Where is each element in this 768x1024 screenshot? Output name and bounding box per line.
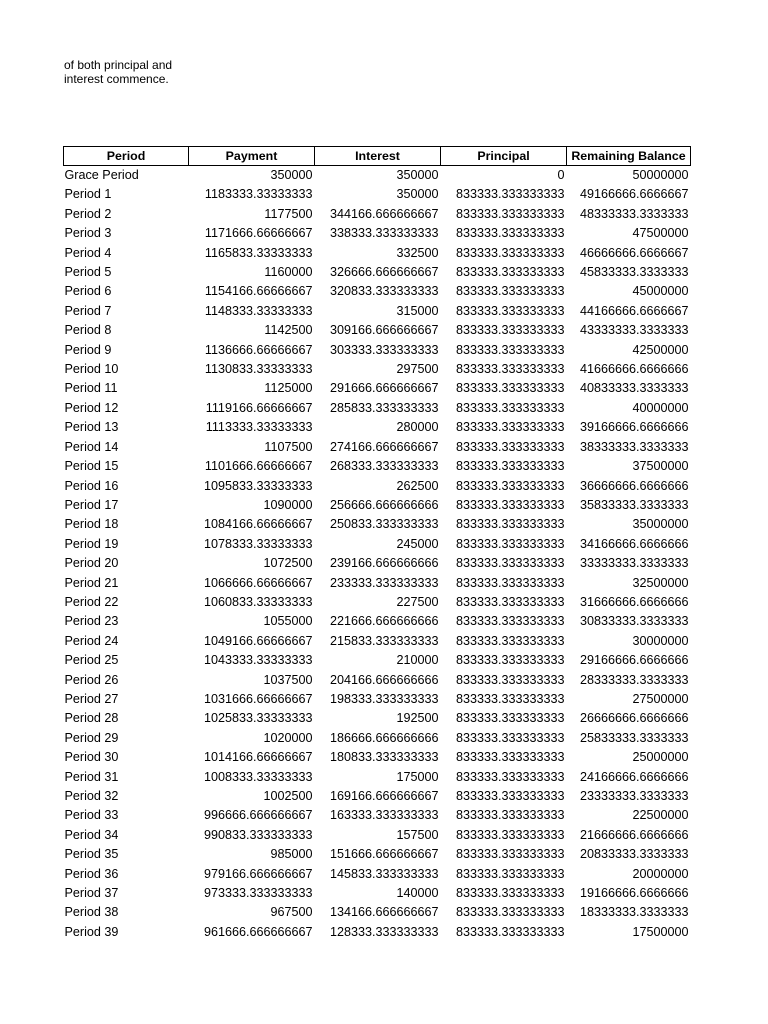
- cell-principal: 833333.333333333: [455, 323, 565, 338]
- cell-period: Period 36: [64, 866, 119, 881]
- table-row: [64, 865, 691, 884]
- cell-payment: 1130833.33333333: [204, 362, 313, 377]
- cell-interest: 128333.333333333: [329, 924, 439, 939]
- table-row: [64, 651, 691, 670]
- cell-remaining-balance: 25833333.3333333: [579, 730, 689, 745]
- cell-payment: 1066666.66666667: [203, 575, 313, 590]
- cell-principal: 833333.333333333: [455, 342, 565, 357]
- cell-period: Period 20: [64, 556, 119, 571]
- cell-remaining-balance: 37500000: [632, 459, 689, 474]
- cell-period: Period 3: [64, 226, 112, 241]
- cell-period: Period 2: [64, 206, 112, 221]
- table-row: [64, 612, 691, 631]
- cell-remaining-balance: 47500000: [632, 226, 689, 241]
- cell-payment: 985000: [270, 847, 313, 862]
- cell-interest: 291666.666666667: [329, 381, 439, 396]
- cell-period: Period 4: [64, 245, 112, 260]
- table-row: [64, 806, 691, 825]
- amortization-table: [63, 146, 691, 942]
- table-row: [64, 438, 691, 457]
- cell-period: Period 15: [64, 459, 119, 474]
- cell-principal: 833333.333333333: [455, 226, 565, 241]
- header-principal: Principal: [441, 147, 567, 166]
- cell-remaining-balance: 30833333.3333333: [579, 614, 689, 629]
- table-row: [64, 923, 691, 942]
- table-row: [64, 418, 691, 437]
- cell-interest: 285833.333333333: [329, 400, 439, 415]
- cell-interest: 326666.666666667: [329, 265, 439, 280]
- cell-payment: 1183333.33333333: [204, 187, 313, 202]
- cell-period: Period 17: [64, 497, 119, 512]
- cell-interest: 250833.333333333: [329, 517, 439, 532]
- cell-remaining-balance: 32500000: [632, 575, 689, 590]
- cell-principal: 833333.333333333: [455, 594, 565, 609]
- cell-period: Period 18: [64, 517, 119, 532]
- cell-payment: 1025833.33333333: [203, 711, 313, 726]
- cell-interest: 215833.333333333: [329, 633, 439, 648]
- cell-remaining-balance: 27500000: [632, 691, 689, 706]
- cell-principal: 833333.333333333: [455, 711, 565, 726]
- cell-remaining-balance: 20000000: [632, 866, 689, 881]
- cell-period: Period 8: [64, 323, 112, 338]
- cell-interest: 227500: [396, 594, 439, 609]
- cell-principal: 833333.333333333: [455, 362, 565, 377]
- cell-period: Period 11: [64, 381, 118, 396]
- cell-principal: 833333.333333333: [455, 245, 565, 260]
- cell-principal: 833333.333333333: [455, 556, 565, 571]
- cell-remaining-balance: 38333333.3333333: [579, 439, 689, 454]
- cell-principal: 833333.333333333: [455, 381, 565, 396]
- cell-remaining-balance: 20833333.3333333: [579, 847, 689, 862]
- cell-interest: 309166.666666667: [329, 323, 439, 338]
- cell-period: Period 21: [64, 575, 119, 590]
- cell-principal: 833333.333333333: [455, 400, 565, 415]
- cell-interest: 169166.666666667: [329, 789, 439, 803]
- cell-remaining-balance: 35000000: [632, 517, 689, 532]
- cell-interest: 186666.666666666: [329, 730, 439, 745]
- cell-interest: 280000: [396, 420, 439, 435]
- cell-interest: 274166.666666667: [329, 439, 439, 454]
- cell-interest: 198333.333333333: [329, 691, 439, 706]
- cell-remaining-balance: 21666666.6666666: [579, 827, 689, 842]
- table-row: [64, 884, 691, 903]
- cell-remaining-balance: 40000000: [632, 400, 689, 415]
- header-period: Period: [64, 147, 189, 166]
- cell-remaining-balance: 30000000: [632, 633, 689, 648]
- cell-period: Period 37: [64, 886, 119, 901]
- cell-principal: 833333.333333333: [455, 187, 565, 202]
- table-row: [64, 768, 691, 787]
- cell-principal: 833333.333333333: [455, 750, 565, 765]
- table-row: [64, 826, 691, 845]
- cell-principal: 833333.333333333: [455, 439, 565, 454]
- cell-principal: 833333.333333333: [455, 886, 565, 901]
- cell-interest: 344166.666666667: [329, 206, 439, 221]
- table-row: [64, 263, 691, 282]
- cell-payment: 1084166.66666667: [203, 517, 313, 532]
- cell-interest: 204166.666666666: [329, 672, 439, 687]
- header-interest: Interest: [315, 147, 441, 166]
- table-row: [64, 341, 691, 360]
- table-row: [64, 457, 691, 476]
- cell-principal: 833333.333333333: [455, 206, 565, 221]
- cell-payment: 1020000: [263, 730, 313, 745]
- cell-interest: 192500: [396, 711, 439, 726]
- cell-remaining-balance: 31666666.6666666: [579, 594, 689, 609]
- cell-payment: 1037500: [263, 672, 313, 687]
- cell-period: Period 19: [64, 536, 119, 551]
- cell-remaining-balance: 23333333.3333333: [579, 789, 689, 803]
- table-row: [64, 205, 691, 224]
- cell-interest: 239166.666666666: [329, 556, 439, 571]
- cell-principal: 833333.333333333: [455, 847, 565, 862]
- cell-remaining-balance: 42500000: [632, 342, 689, 357]
- cell-remaining-balance: 45000000: [632, 284, 689, 299]
- cell-principal: 833333.333333333: [455, 905, 565, 920]
- table-row: [64, 282, 691, 301]
- cell-principal: 833333.333333333: [455, 672, 565, 687]
- table-row: [64, 671, 691, 690]
- cell-remaining-balance: 17500000: [632, 924, 689, 939]
- table-row: [64, 399, 691, 418]
- cell-remaining-balance: 36666666.6666666: [579, 478, 689, 493]
- table-row: [64, 845, 691, 864]
- cell-payment: 1171666.66666667: [204, 226, 313, 241]
- cell-period: Period 30: [64, 750, 119, 765]
- cell-principal: 833333.333333333: [455, 575, 565, 590]
- cell-period: Period 28: [64, 711, 119, 726]
- cell-interest: 245000: [396, 536, 439, 551]
- table-row: [64, 379, 691, 398]
- cell-interest: 262500: [396, 478, 439, 493]
- cell-period: Period 33: [64, 808, 119, 823]
- intro-line-1: of both principal and: [64, 58, 173, 72]
- cell-interest: 350000: [396, 168, 439, 182]
- cell-payment: 996666.666666667: [203, 808, 313, 823]
- cell-remaining-balance: 46666666.6666667: [579, 245, 689, 260]
- cell-payment: 1154166.66666667: [204, 284, 313, 299]
- cell-period: Period 31: [64, 769, 119, 784]
- table-row: [64, 690, 691, 709]
- table-row: [64, 224, 691, 243]
- cell-period: Period 27: [64, 691, 119, 706]
- cell-period: Period 12: [64, 400, 119, 415]
- cell-payment: 1095833.33333333: [203, 478, 313, 493]
- cell-period: Period 35: [64, 847, 119, 862]
- cell-payment: 1002500: [263, 789, 313, 803]
- cell-remaining-balance: 19166666.6666666: [579, 886, 689, 901]
- cell-principal: 833333.333333333: [455, 769, 565, 784]
- table-row: [64, 360, 691, 379]
- cell-payment: 1165833.33333333: [204, 245, 313, 260]
- cell-principal: 833333.333333333: [455, 536, 565, 551]
- cell-remaining-balance: 33333333.3333333: [579, 556, 689, 571]
- cell-payment: 1142500: [264, 323, 313, 338]
- cell-period: Period 25: [64, 653, 119, 668]
- table-header-row: [64, 147, 691, 166]
- cell-payment: 961666.666666667: [203, 924, 313, 939]
- cell-payment: 990833.333333333: [203, 827, 313, 842]
- table-row: [64, 477, 691, 496]
- cell-period: Period 23: [64, 614, 119, 629]
- cell-principal: 833333.333333333: [455, 730, 565, 745]
- table-row: [64, 166, 691, 186]
- cell-principal: 833333.333333333: [455, 653, 565, 668]
- cell-principal: 833333.333333333: [455, 303, 565, 318]
- cell-principal: 833333.333333333: [455, 478, 565, 493]
- cell-remaining-balance: 43333333.3333333: [579, 323, 689, 338]
- table-row: [64, 574, 691, 593]
- cell-period: Period 1: [64, 187, 112, 202]
- cell-period: Period 24: [64, 633, 119, 648]
- cell-payment: 973333.333333333: [203, 886, 313, 901]
- cell-interest: 256666.666666666: [329, 497, 439, 512]
- cell-principal: 833333.333333333: [455, 827, 565, 842]
- cell-interest: 338333.333333333: [329, 226, 439, 241]
- table-row: [64, 535, 691, 554]
- cell-interest: 332500: [396, 245, 439, 260]
- cell-period: Period 22: [64, 594, 119, 609]
- cell-interest: 268333.333333333: [329, 459, 439, 474]
- cell-interest: 180833.333333333: [329, 750, 439, 765]
- cell-period: Period 38: [64, 905, 119, 920]
- cell-principal: 833333.333333333: [455, 866, 565, 881]
- cell-principal: 833333.333333333: [455, 789, 565, 803]
- cell-remaining-balance: 35833333.3333333: [579, 497, 689, 512]
- cell-period: Period 6: [64, 284, 112, 299]
- cell-interest: 163333.333333333: [329, 808, 439, 823]
- table-body: [64, 166, 691, 943]
- table-row: [64, 302, 691, 321]
- cell-remaining-balance: 40833333.3333333: [579, 381, 689, 396]
- cell-remaining-balance: 18333333.3333333: [579, 905, 689, 920]
- cell-payment: 1060833.33333333: [203, 594, 313, 609]
- cell-principal: 833333.333333333: [455, 497, 565, 512]
- cell-payment: 1043333.33333333: [203, 653, 313, 668]
- cell-interest: 145833.333333333: [329, 866, 439, 881]
- cell-remaining-balance: 22500000: [632, 808, 689, 823]
- cell-principal: 833333.333333333: [455, 614, 565, 629]
- intro-text: [64, 58, 172, 86]
- cell-principal: 833333.333333333: [455, 924, 565, 939]
- cell-payment: 1078333.33333333: [203, 536, 313, 551]
- cell-period: Period 26: [64, 672, 119, 687]
- cell-period: Grace Period: [64, 168, 139, 182]
- cell-remaining-balance: 48333333.3333333: [579, 206, 689, 221]
- cell-interest: 221666.666666666: [329, 614, 439, 629]
- cell-principal: 0: [557, 168, 565, 182]
- table-row: [64, 632, 691, 651]
- table-row: [64, 321, 691, 340]
- cell-interest: 233333.333333333: [329, 575, 439, 590]
- cell-payment: 1148333.33333333: [204, 303, 313, 318]
- cell-payment: 967500: [270, 905, 313, 920]
- table-row: [64, 593, 691, 612]
- cell-period: Period 14: [64, 439, 119, 454]
- cell-interest: 350000: [396, 187, 439, 202]
- cell-remaining-balance: 50000000: [632, 168, 689, 182]
- cell-payment: 1125000: [264, 381, 313, 396]
- cell-period: Period 32: [64, 789, 119, 803]
- table-row: [64, 903, 691, 922]
- cell-principal: 833333.333333333: [455, 517, 565, 532]
- header-remaining-balance: Remaining Balance: [567, 147, 691, 166]
- cell-principal: 833333.333333333: [455, 284, 565, 299]
- cell-period: Period 34: [64, 827, 119, 842]
- cell-period: Period 39: [64, 924, 119, 939]
- cell-period: Period 16: [64, 478, 119, 493]
- cell-principal: 833333.333333333: [455, 265, 565, 280]
- table-row: [64, 554, 691, 573]
- cell-remaining-balance: 25000000: [632, 750, 689, 765]
- cell-period: Period 10: [64, 362, 119, 377]
- cell-remaining-balance: 39166666.6666666: [579, 420, 689, 435]
- cell-payment: 1031666.66666667: [203, 691, 313, 706]
- header-payment: Payment: [189, 147, 315, 166]
- cell-payment: 979166.666666667: [203, 866, 313, 881]
- table-row: [64, 185, 691, 204]
- cell-interest: 134166.666666667: [329, 905, 439, 920]
- cell-principal: 833333.333333333: [455, 420, 565, 435]
- cell-interest: 315000: [396, 303, 439, 318]
- table-row: [64, 748, 691, 767]
- cell-remaining-balance: 45833333.3333333: [579, 265, 689, 280]
- cell-interest: 151666.666666667: [329, 847, 439, 862]
- cell-interest: 140000: [396, 886, 439, 901]
- cell-period: Period 13: [64, 420, 119, 435]
- table-row: [64, 729, 691, 748]
- cell-payment: 1008333.33333333: [203, 769, 313, 784]
- cell-principal: 833333.333333333: [455, 691, 565, 706]
- cell-payment: 1107500: [264, 439, 313, 454]
- cell-interest: 157500: [396, 827, 439, 842]
- cell-payment: 1113333.33333333: [205, 420, 313, 435]
- table-row: [64, 515, 691, 534]
- cell-remaining-balance: 41666666.6666666: [579, 362, 689, 377]
- table-row: [64, 787, 691, 806]
- cell-payment: 1072500: [263, 556, 313, 571]
- cell-payment: 1101666.66666667: [204, 459, 313, 474]
- cell-payment: 1090000: [263, 497, 313, 512]
- cell-interest: 175000: [396, 769, 439, 784]
- cell-payment: 1049166.66666667: [203, 633, 313, 648]
- cell-remaining-balance: 26666666.6666666: [579, 711, 689, 726]
- table-row: [64, 496, 691, 515]
- cell-remaining-balance: 34166666.6666666: [579, 536, 689, 551]
- cell-interest: 210000: [396, 653, 439, 668]
- cell-period: Period 29: [64, 730, 119, 745]
- cell-principal: 833333.333333333: [455, 633, 565, 648]
- cell-remaining-balance: 44166666.6666667: [579, 303, 689, 318]
- cell-payment: 1119166.66666667: [205, 400, 313, 415]
- table-row: [64, 244, 691, 263]
- table-row: [64, 709, 691, 728]
- intro-line-2: interest commence.: [64, 72, 169, 86]
- cell-interest: 297500: [396, 362, 439, 377]
- cell-payment: 1014166.66666667: [203, 750, 313, 765]
- cell-period: Period 7: [64, 303, 112, 318]
- cell-payment: 1160000: [264, 265, 313, 280]
- cell-interest: 320833.333333333: [329, 284, 439, 299]
- cell-payment: 1055000: [263, 614, 313, 629]
- cell-interest: 303333.333333333: [329, 342, 439, 357]
- cell-payment: 1136666.66666667: [204, 342, 313, 357]
- cell-remaining-balance: 29166666.6666666: [579, 653, 689, 668]
- cell-period: Period 5: [64, 265, 112, 280]
- cell-remaining-balance: 24166666.6666666: [579, 769, 689, 784]
- cell-period: Period 9: [64, 342, 112, 357]
- cell-remaining-balance: 49166666.6666667: [579, 187, 689, 202]
- cell-payment: 350000: [270, 168, 313, 182]
- cell-principal: 833333.333333333: [455, 459, 565, 474]
- cell-payment: 1177500: [264, 206, 313, 221]
- cell-remaining-balance: 28333333.3333333: [579, 672, 689, 687]
- cell-principal: 833333.333333333: [455, 808, 565, 823]
